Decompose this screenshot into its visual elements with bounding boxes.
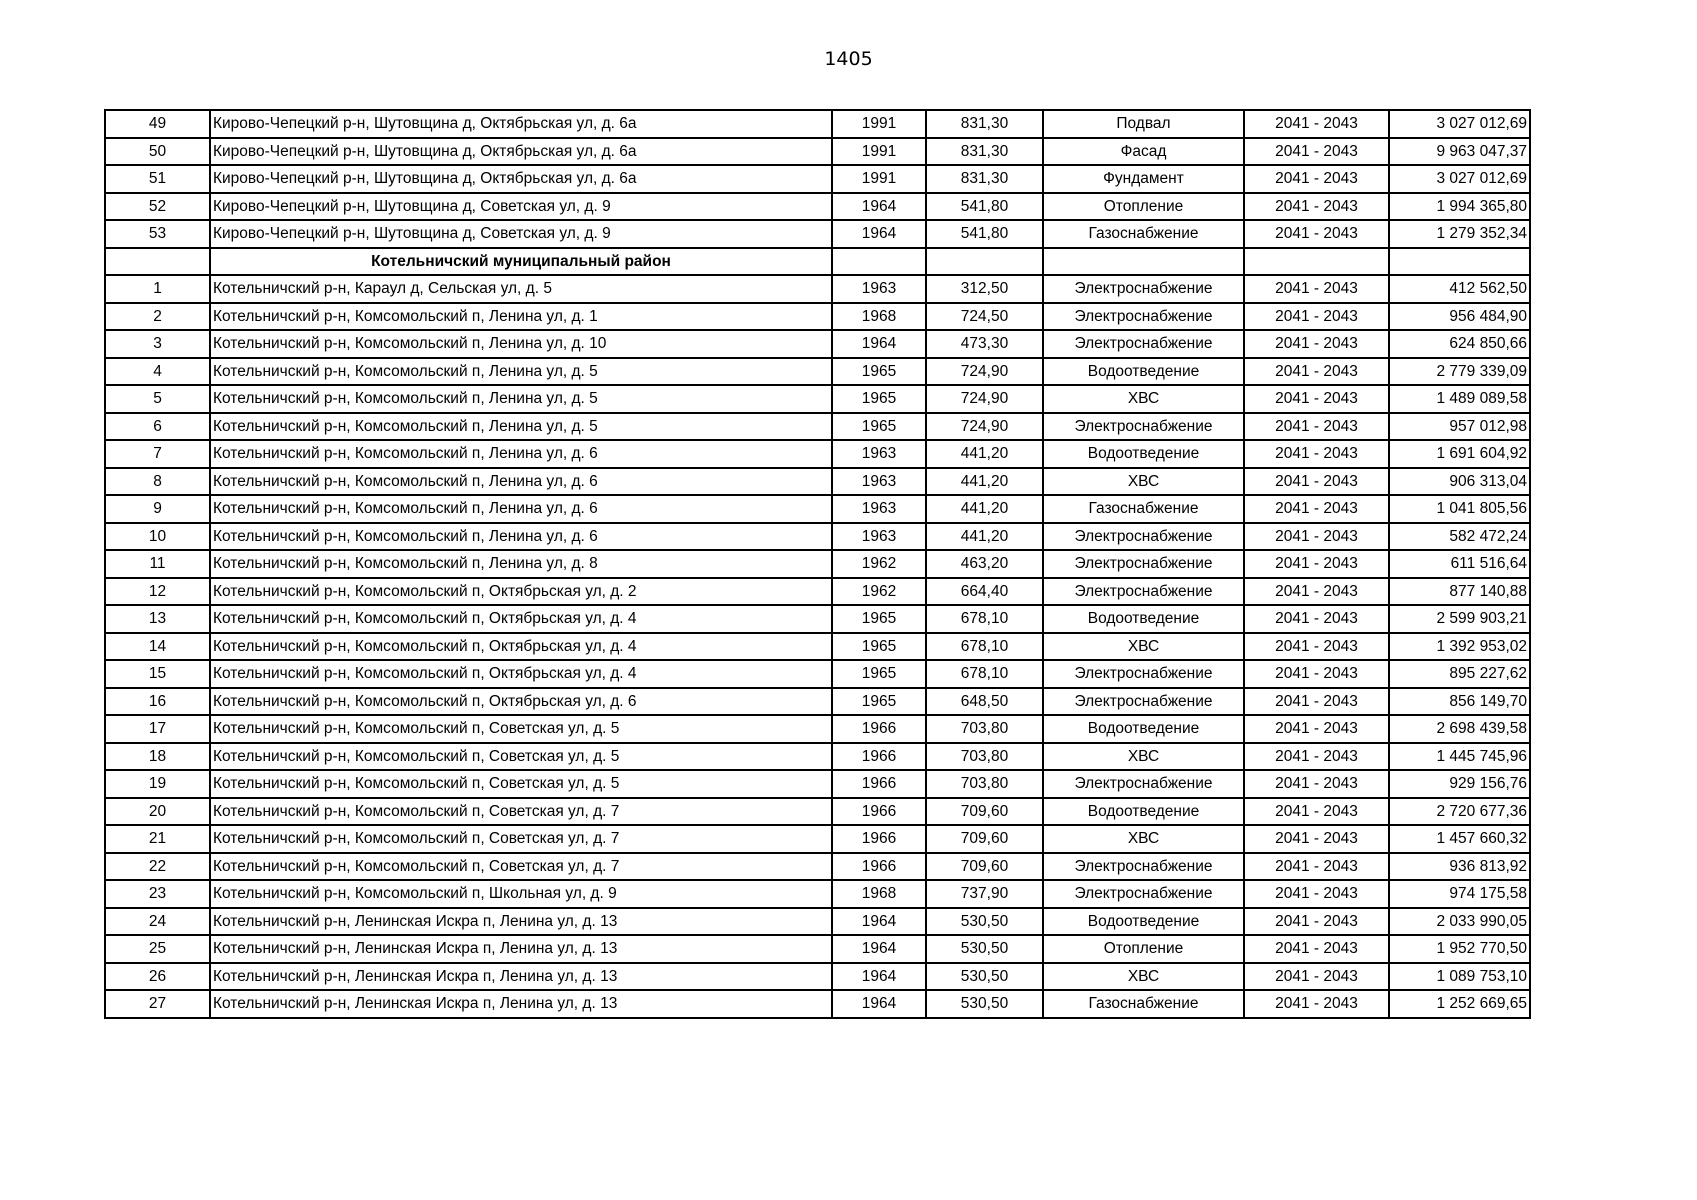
work-type-cell: Электроснабжение — [1043, 523, 1244, 551]
work-type-cell: Газоснабжение — [1043, 495, 1244, 523]
repair-period-cell: 2041 - 2043 — [1244, 880, 1389, 908]
work-type-cell: Газоснабжение — [1043, 220, 1244, 248]
work-type-cell: Электроснабжение — [1043, 770, 1244, 798]
repair-cost-cell: 2 779 339,09 — [1389, 358, 1530, 386]
repair-period-cell: 2041 - 2043 — [1244, 715, 1389, 743]
building-address-cell: Кирово-Чепецкий р-н, Шутовщина д, Октябрьская ул, д. 6а — [210, 165, 832, 193]
construction-year-cell: 1965 — [832, 605, 926, 633]
row-number-cell: 10 — [105, 523, 210, 551]
row-number-cell: 16 — [105, 688, 210, 716]
table-row — [105, 825, 1530, 853]
repair-cost-cell: 1 994 365,80 — [1389, 193, 1530, 221]
building-address-cell: Кирово-Чепецкий р-н, Шутовщина д, Октябрьская ул, д. 6а — [210, 110, 832, 138]
row-number-cell: 1 — [105, 275, 210, 303]
table-row — [105, 440, 1530, 468]
building-area-cell: 703,80 — [926, 715, 1043, 743]
repair-cost-cell: 2 599 903,21 — [1389, 605, 1530, 633]
table-row — [105, 220, 1530, 248]
table-row — [105, 715, 1530, 743]
table-row — [105, 303, 1530, 331]
construction-year-cell: 1962 — [832, 550, 926, 578]
repair-period-cell: 2041 - 2043 — [1244, 440, 1389, 468]
repair-cost-cell: 956 484,90 — [1389, 303, 1530, 331]
row-number-cell: 15 — [105, 660, 210, 688]
building-address-cell: Котельничский р-н, Комсомольский п, Ленина ул, д. 10 — [210, 330, 832, 358]
repair-period-cell: 2041 - 2043 — [1244, 770, 1389, 798]
construction-year-cell: 1968 — [832, 880, 926, 908]
row-number-cell: 14 — [105, 633, 210, 661]
building-address-cell: Котельничский р-н, Комсомольский п, Ленина ул, д. 5 — [210, 413, 832, 441]
repair-cost-cell: 3 027 012,69 — [1389, 110, 1530, 138]
row-number-cell: 5 — [105, 385, 210, 413]
building-address-cell: Котельничский р-н, Комсомольский п, Октябрьская ул, д. 4 — [210, 633, 832, 661]
building-area-cell: 709,60 — [926, 853, 1043, 881]
construction-year-cell: 1966 — [832, 743, 926, 771]
work-type-cell: Электроснабжение — [1043, 330, 1244, 358]
row-number-cell: 24 — [105, 908, 210, 936]
repair-period-cell: 2041 - 2043 — [1244, 385, 1389, 413]
repair-cost-cell: 2 033 990,05 — [1389, 908, 1530, 936]
work-type-cell: ХВС — [1043, 468, 1244, 496]
building-area-cell: 724,90 — [926, 358, 1043, 386]
building-address-cell: Котельничский р-н, Комсомольский п, Советская ул, д. 5 — [210, 770, 832, 798]
repair-cost-cell: 906 313,04 — [1389, 468, 1530, 496]
table-row — [105, 358, 1530, 386]
building-address-cell: Котельничский р-н, Ленинская Искра п, Ленина ул, д. 13 — [210, 908, 832, 936]
section-header-row — [105, 248, 1530, 276]
row-number-cell: 6 — [105, 413, 210, 441]
table-row — [105, 770, 1530, 798]
row-number-cell: 49 — [105, 110, 210, 138]
work-type-cell: Электроснабжение — [1043, 275, 1244, 303]
construction-year-cell: 1965 — [832, 413, 926, 441]
building-area-cell: 541,80 — [926, 193, 1043, 221]
table-row — [105, 275, 1530, 303]
repair-cost-cell: 1 252 669,65 — [1389, 990, 1530, 1018]
row-number-cell: 8 — [105, 468, 210, 496]
repair-period-cell: 2041 - 2043 — [1244, 413, 1389, 441]
repair-cost-cell: 611 516,64 — [1389, 550, 1530, 578]
building-address-cell: Котельничский р-н, Комсомольский п, Советская ул, д. 5 — [210, 743, 832, 771]
building-address-cell: Котельничский р-н, Комсомольский п, Ленина ул, д. 5 — [210, 385, 832, 413]
repair-cost-cell: 1 392 953,02 — [1389, 633, 1530, 661]
construction-year-cell: 1965 — [832, 358, 926, 386]
table-row — [105, 963, 1530, 991]
repair-cost-cell: 1 089 753,10 — [1389, 963, 1530, 991]
repair-cost-cell: 1 952 770,50 — [1389, 935, 1530, 963]
table-row — [105, 633, 1530, 661]
building-area-cell: 737,90 — [926, 880, 1043, 908]
table-row — [105, 193, 1530, 221]
building-area-cell: 678,10 — [926, 633, 1043, 661]
building-address-cell: Котельничский р-н, Ленинская Искра п, Ленина ул, д. 13 — [210, 963, 832, 991]
construction-year-cell: 1963 — [832, 495, 926, 523]
construction-year-cell: 1964 — [832, 990, 926, 1018]
row-number-cell: 17 — [105, 715, 210, 743]
building-address-cell: Котельничский р-н, Комсомольский п, Октябрьская ул, д. 6 — [210, 688, 832, 716]
repair-cost-cell: 1 457 660,32 — [1389, 825, 1530, 853]
work-type-cell: ХВС — [1043, 825, 1244, 853]
repair-period-cell: 2041 - 2043 — [1244, 743, 1389, 771]
table-row — [105, 550, 1530, 578]
building-area-cell: 312,50 — [926, 275, 1043, 303]
building-address-cell: Кирово-Чепецкий р-н, Шутовщина д, Советская ул, д. 9 — [210, 193, 832, 221]
building-area-cell: 441,20 — [926, 523, 1043, 551]
construction-year-cell: 1965 — [832, 385, 926, 413]
repair-period-cell: 2041 - 2043 — [1244, 825, 1389, 853]
table-row — [105, 605, 1530, 633]
construction-year-cell: 1964 — [832, 963, 926, 991]
building-address-cell: Котельничский р-н, Комсомольский п, Ленина ул, д. 6 — [210, 495, 832, 523]
construction-year-cell: 1991 — [832, 138, 926, 166]
work-type-cell: Газоснабжение — [1043, 990, 1244, 1018]
repair-cost-cell: 412 562,50 — [1389, 275, 1530, 303]
repair-cost-cell: 1 041 805,56 — [1389, 495, 1530, 523]
building-address-cell: Котельничский р-н, Комсомольский п, Ленина ул, д. 6 — [210, 468, 832, 496]
construction-year-cell — [832, 248, 926, 276]
row-number-cell: 22 — [105, 853, 210, 881]
row-number-cell: 27 — [105, 990, 210, 1018]
table-row — [105, 495, 1530, 523]
work-type-cell: Фасад — [1043, 138, 1244, 166]
repair-period-cell: 2041 - 2043 — [1244, 165, 1389, 193]
construction-year-cell: 1963 — [832, 275, 926, 303]
building-address-cell: Котельничский р-н, Комсомольский п, Советская ул, д. 7 — [210, 798, 832, 826]
repair-period-cell: 2041 - 2043 — [1244, 523, 1389, 551]
building-area-cell: 473,30 — [926, 330, 1043, 358]
page-number: 1405 — [824, 48, 873, 70]
repair-cost-cell: 974 175,58 — [1389, 880, 1530, 908]
building-address-cell: Котельничский р-н, Комсомольский п, Ленина ул, д. 8 — [210, 550, 832, 578]
building-address-cell: Котельничский р-н, Комсомольский п, Ленина ул, д. 1 — [210, 303, 832, 331]
building-area-cell: 831,30 — [926, 138, 1043, 166]
repair-cost-cell — [1389, 248, 1530, 276]
repair-period-cell: 2041 - 2043 — [1244, 963, 1389, 991]
building-area-cell: 831,30 — [926, 110, 1043, 138]
building-address-cell: Котельничский р-н, Комсомольский п, Октябрьская ул, д. 4 — [210, 605, 832, 633]
building-area-cell: 530,50 — [926, 990, 1043, 1018]
row-number-cell: 52 — [105, 193, 210, 221]
work-type-cell: Электроснабжение — [1043, 413, 1244, 441]
work-type-cell: Электроснабжение — [1043, 688, 1244, 716]
table-row — [105, 523, 1530, 551]
building-address-cell: Котельничский р-н, Комсомольский п, Ленина ул, д. 5 — [210, 358, 832, 386]
work-type-cell: Водоотведение — [1043, 605, 1244, 633]
building-area-cell: 709,60 — [926, 798, 1043, 826]
building-area-cell: 703,80 — [926, 770, 1043, 798]
work-type-cell: Электроснабжение — [1043, 303, 1244, 331]
table-row — [105, 165, 1530, 193]
table-body — [105, 110, 1530, 1018]
building-area-cell: 724,90 — [926, 413, 1043, 441]
work-type-cell: Подвал — [1043, 110, 1244, 138]
building-address-cell: Котельничский р-н, Комсомольский п, Советская ул, д. 7 — [210, 853, 832, 881]
repair-cost-cell: 1 279 352,34 — [1389, 220, 1530, 248]
construction-year-cell: 1966 — [832, 853, 926, 881]
construction-year-cell: 1963 — [832, 440, 926, 468]
work-type-cell: Фундамент — [1043, 165, 1244, 193]
row-number-cell: 25 — [105, 935, 210, 963]
repair-cost-cell: 1 691 604,92 — [1389, 440, 1530, 468]
work-type-cell: Водоотведение — [1043, 358, 1244, 386]
table-row — [105, 413, 1530, 441]
row-number-cell: 51 — [105, 165, 210, 193]
repair-period-cell: 2041 - 2043 — [1244, 138, 1389, 166]
work-type-cell: Электроснабжение — [1043, 880, 1244, 908]
building-address-cell: Котельничский р-н, Ленинская Искра п, Ленина ул, д. 13 — [210, 935, 832, 963]
repair-cost-cell: 957 012,98 — [1389, 413, 1530, 441]
repair-period-cell: 2041 - 2043 — [1244, 688, 1389, 716]
construction-year-cell: 1966 — [832, 825, 926, 853]
row-number-cell: 9 — [105, 495, 210, 523]
table-row — [105, 468, 1530, 496]
work-type-cell: Электроснабжение — [1043, 853, 1244, 881]
row-number-cell: 3 — [105, 330, 210, 358]
building-address-cell: Котельничский р-н, Комсомольский п, Школьная ул, д. 9 — [210, 880, 832, 908]
repair-period-cell: 2041 - 2043 — [1244, 275, 1389, 303]
repair-cost-cell: 929 156,76 — [1389, 770, 1530, 798]
repair-cost-cell: 936 813,92 — [1389, 853, 1530, 881]
work-type-cell: Водоотведение — [1043, 715, 1244, 743]
construction-year-cell: 1964 — [832, 935, 926, 963]
table-row — [105, 880, 1530, 908]
building-area-cell: 441,20 — [926, 440, 1043, 468]
construction-year-cell: 1966 — [832, 798, 926, 826]
table-row — [105, 990, 1530, 1018]
repair-cost-cell: 895 227,62 — [1389, 660, 1530, 688]
repair-cost-cell: 1 445 745,96 — [1389, 743, 1530, 771]
construction-year-cell: 1966 — [832, 715, 926, 743]
work-type-cell: Отопление — [1043, 193, 1244, 221]
construction-year-cell: 1968 — [832, 303, 926, 331]
building-area-cell: 831,30 — [926, 165, 1043, 193]
repair-period-cell: 2041 - 2043 — [1244, 330, 1389, 358]
row-number-cell: 12 — [105, 578, 210, 606]
row-number-cell: 23 — [105, 880, 210, 908]
repair-cost-cell: 624 850,66 — [1389, 330, 1530, 358]
building-area-cell: 664,40 — [926, 578, 1043, 606]
repair-period-cell: 2041 - 2043 — [1244, 660, 1389, 688]
work-type-cell: Отопление — [1043, 935, 1244, 963]
work-type-cell: Водоотведение — [1043, 908, 1244, 936]
building-area-cell: 441,20 — [926, 495, 1043, 523]
construction-year-cell: 1962 — [832, 578, 926, 606]
repair-cost-cell: 856 149,70 — [1389, 688, 1530, 716]
table-row — [105, 660, 1530, 688]
construction-year-cell: 1963 — [832, 523, 926, 551]
repair-period-cell: 2041 - 2043 — [1244, 908, 1389, 936]
repair-period-cell: 2041 - 2043 — [1244, 853, 1389, 881]
building-area-cell: 648,50 — [926, 688, 1043, 716]
building-area-cell: 541,80 — [926, 220, 1043, 248]
row-number-cell: 18 — [105, 743, 210, 771]
row-number-cell: 11 — [105, 550, 210, 578]
table-row — [105, 908, 1530, 936]
repair-period-cell: 2041 - 2043 — [1244, 193, 1389, 221]
work-type-cell: ХВС — [1043, 963, 1244, 991]
table-row — [105, 578, 1530, 606]
repair-period-cell: 2041 - 2043 — [1244, 798, 1389, 826]
building-address-cell: Котельничский р-н, Комсомольский п, Советская ул, д. 7 — [210, 825, 832, 853]
table-row — [105, 110, 1530, 138]
table-row — [105, 935, 1530, 963]
building-area-cell: 678,10 — [926, 605, 1043, 633]
repair-period-cell: 2041 - 2043 — [1244, 468, 1389, 496]
construction-year-cell: 1964 — [832, 908, 926, 936]
building-address-cell: Котельничский р-н, Комсомольский п, Ленина ул, д. 6 — [210, 523, 832, 551]
row-number-cell: 13 — [105, 605, 210, 633]
row-number-cell: 26 — [105, 963, 210, 991]
building-address-cell: Котельничский р-н, Комсомольский п, Октябрьская ул, д. 2 — [210, 578, 832, 606]
section-title: Котельничский муниципальный район — [210, 248, 832, 276]
row-number-cell — [105, 248, 210, 276]
construction-year-cell: 1965 — [832, 688, 926, 716]
repair-cost-cell: 3 027 012,69 — [1389, 165, 1530, 193]
work-type-cell: Электроснабжение — [1043, 550, 1244, 578]
repair-period-cell: 2041 - 2043 — [1244, 578, 1389, 606]
repair-period-cell: 2041 - 2043 — [1244, 110, 1389, 138]
work-type-cell: ХВС — [1043, 385, 1244, 413]
repair-period-cell: 2041 - 2043 — [1244, 633, 1389, 661]
building-area-cell: 709,60 — [926, 825, 1043, 853]
construction-year-cell: 1966 — [832, 770, 926, 798]
repair-period-cell — [1244, 248, 1389, 276]
building-address-cell: Кирово-Чепецкий р-н, Шутовщина д, Октябрьская ул, д. 6а — [210, 138, 832, 166]
repair-cost-cell: 2 698 439,58 — [1389, 715, 1530, 743]
row-number-cell: 50 — [105, 138, 210, 166]
repair-cost-cell: 2 720 677,36 — [1389, 798, 1530, 826]
repair-schedule-table — [104, 109, 1531, 1019]
row-number-cell: 7 — [105, 440, 210, 468]
construction-year-cell: 1991 — [832, 165, 926, 193]
building-area-cell: 463,20 — [926, 550, 1043, 578]
work-type-cell: ХВС — [1043, 633, 1244, 661]
building-area-cell: 724,50 — [926, 303, 1043, 331]
building-address-cell: Котельничский р-н, Караул д, Сельская ул, д. 5 — [210, 275, 832, 303]
row-number-cell: 21 — [105, 825, 210, 853]
repair-period-cell: 2041 - 2043 — [1244, 990, 1389, 1018]
row-number-cell: 20 — [105, 798, 210, 826]
building-area-cell: 678,10 — [926, 660, 1043, 688]
building-area-cell — [926, 248, 1043, 276]
work-type-cell: Водоотведение — [1043, 798, 1244, 826]
work-type-cell: Электроснабжение — [1043, 660, 1244, 688]
building-area-cell: 530,50 — [926, 908, 1043, 936]
construction-year-cell: 1965 — [832, 660, 926, 688]
construction-year-cell: 1991 — [832, 110, 926, 138]
work-type-cell: Электроснабжение — [1043, 578, 1244, 606]
building-address-cell: Котельничский р-н, Комсомольский п, Октябрьская ул, д. 4 — [210, 660, 832, 688]
building-area-cell: 441,20 — [926, 468, 1043, 496]
row-number-cell: 19 — [105, 770, 210, 798]
table-row — [105, 743, 1530, 771]
construction-year-cell: 1965 — [832, 633, 926, 661]
repair-period-cell: 2041 - 2043 — [1244, 303, 1389, 331]
building-address-cell: Котельничский р-н, Комсомольский п, Советская ул, д. 5 — [210, 715, 832, 743]
repair-period-cell: 2041 - 2043 — [1244, 550, 1389, 578]
work-type-cell — [1043, 248, 1244, 276]
repair-cost-cell: 877 140,88 — [1389, 578, 1530, 606]
building-address-cell: Котельничский р-н, Ленинская Искра п, Ленина ул, д. 13 — [210, 990, 832, 1018]
table-row — [105, 385, 1530, 413]
construction-year-cell: 1964 — [832, 193, 926, 221]
building-area-cell: 724,90 — [926, 385, 1043, 413]
repair-cost-cell: 1 489 089,58 — [1389, 385, 1530, 413]
construction-year-cell: 1964 — [832, 220, 926, 248]
repair-period-cell: 2041 - 2043 — [1244, 495, 1389, 523]
row-number-cell: 2 — [105, 303, 210, 331]
table-row — [105, 798, 1530, 826]
table-row — [105, 330, 1530, 358]
repair-period-cell: 2041 - 2043 — [1244, 935, 1389, 963]
work-type-cell: Водоотведение — [1043, 440, 1244, 468]
table-row — [105, 138, 1530, 166]
repair-period-cell: 2041 - 2043 — [1244, 605, 1389, 633]
row-number-cell: 4 — [105, 358, 210, 386]
table-row — [105, 853, 1530, 881]
work-type-cell: ХВС — [1043, 743, 1244, 771]
building-address-cell: Котельничский р-н, Комсомольский п, Ленина ул, д. 6 — [210, 440, 832, 468]
table-row — [105, 688, 1530, 716]
row-number-cell: 53 — [105, 220, 210, 248]
repair-cost-cell: 582 472,24 — [1389, 523, 1530, 551]
building-address-cell: Кирово-Чепецкий р-н, Шутовщина д, Советская ул, д. 9 — [210, 220, 832, 248]
repair-cost-cell: 9 963 047,37 — [1389, 138, 1530, 166]
building-area-cell: 530,50 — [926, 963, 1043, 991]
construction-year-cell: 1964 — [832, 330, 926, 358]
construction-year-cell: 1963 — [832, 468, 926, 496]
repair-period-cell: 2041 - 2043 — [1244, 220, 1389, 248]
building-area-cell: 703,80 — [926, 743, 1043, 771]
repair-period-cell: 2041 - 2043 — [1244, 358, 1389, 386]
building-area-cell: 530,50 — [926, 935, 1043, 963]
